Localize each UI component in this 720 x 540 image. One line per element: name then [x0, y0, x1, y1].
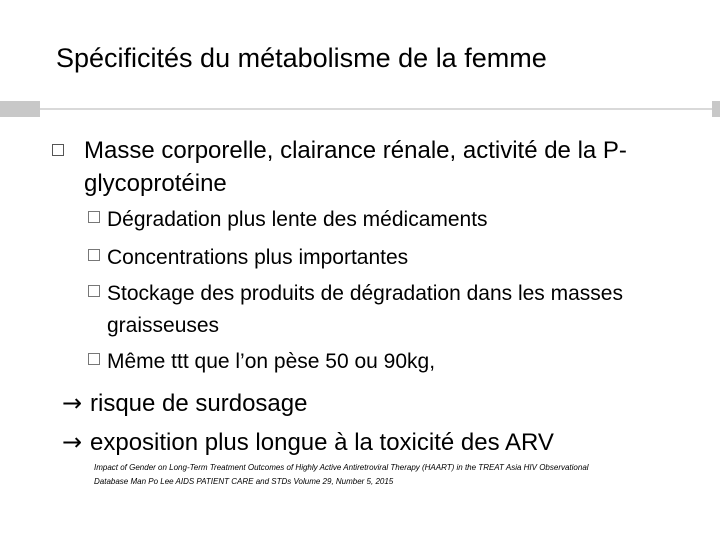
sub-bullet-text: Concentrations plus importantes — [107, 246, 409, 269]
arrow-right-icon: → — [62, 428, 83, 456]
conclusion-text: risque de surdosage — [90, 390, 308, 417]
title-divider — [0, 101, 720, 117]
sub-bullet — [88, 278, 688, 342]
divider-line — [40, 108, 720, 110]
arrow-right-icon: → — [62, 389, 83, 417]
sub-bullet — [88, 204, 688, 236]
divider-left-block — [0, 101, 40, 117]
bullet-square-icon — [88, 211, 100, 223]
conclusion-line — [62, 386, 307, 421]
bullet-square-icon — [52, 144, 64, 156]
conclusion-line — [62, 425, 554, 460]
sub-bullet — [88, 346, 688, 378]
sub-bullet-text: Dégradation plus lente des médicaments — [107, 208, 488, 231]
sub-bullet-text: Même ttt que l’on pèse 50 ou 90kg, — [107, 350, 436, 373]
bullet-square-icon — [88, 249, 100, 261]
slide-title: Spécificités du métabolisme de la femme — [56, 43, 547, 73]
conclusion-text: exposition plus longue à la toxicité des ARV — [90, 429, 554, 456]
sub-bullet-text: Stockage des produits de dégradation dans les masses graisseuses — [107, 282, 623, 337]
main-bullet — [52, 134, 692, 200]
citation-reference: Impact of Gender on Long-Term Treatment Outcomes of Highly Active Antiretroviral Therapy (HAART) in the TREAT Asia HIV Observational Database Man Po Lee AIDS PATIENT CARE and STDs Volume 29, Number 5, 2015 — [94, 463, 589, 486]
sub-bullet — [88, 242, 688, 274]
divider-right-block — [712, 101, 720, 117]
main-bullet-text: Masse corporelle, clairance rénale, activité de la P-glycoprotéine — [84, 137, 627, 197]
bullet-square-icon — [88, 285, 100, 297]
bullet-square-icon — [88, 353, 100, 365]
